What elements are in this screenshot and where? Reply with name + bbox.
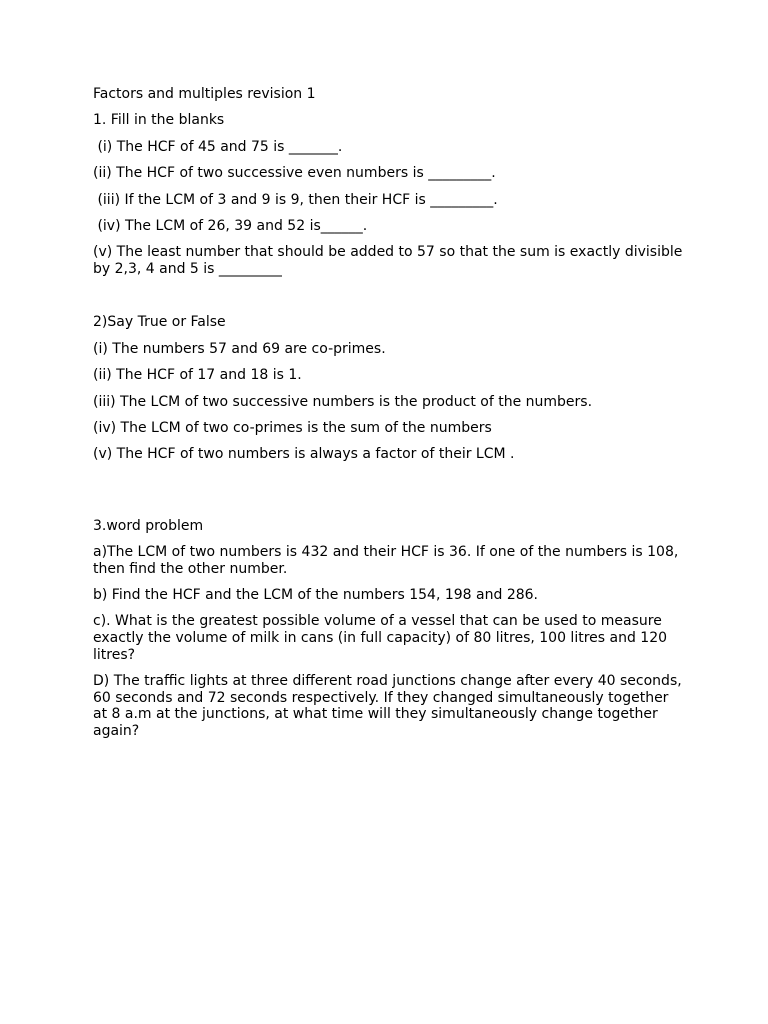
section1-heading: 1. Fill in the blanks xyxy=(93,112,225,129)
true-false-item: (iii) The LCM of two successive numbers is the product of the numbers. xyxy=(93,393,593,410)
fill-blank-item: (v) The least number that should be added to 57 so that the sum is exactly divisible by 2,3, 4 and 5 is _________ xyxy=(93,244,687,277)
fill-blank-item: (ii) The HCF of two successive even numbers is _________. xyxy=(93,165,496,182)
section-spacer xyxy=(93,473,683,518)
word-problem-item: D) The traffic lights at three different road junctions change after every 40 seconds, 60 seconds and 72 seconds respectively. If they changed simultaneously together at 8 a.m at the junctions, at what time will they simultaneously change together again? xyxy=(93,673,687,739)
true-false-item: (v) The HCF of two numbers is always a factor of their LCM . xyxy=(93,446,515,463)
section2-heading: 2)Say True or False xyxy=(93,314,226,331)
fill-blank-item: (i) The HCF of 45 and 75 is _______. xyxy=(93,138,343,155)
section3-heading: 3.word problem xyxy=(93,517,204,534)
word-problem-item: a)The LCM of two numbers is 432 and their HCF is 36. If one of the numbers is 108, then find the other number. xyxy=(93,544,683,577)
document-page xyxy=(93,86,687,749)
word-problem-item: b) Find the HCF and the LCM of the numbers 154, 198 and 286. xyxy=(93,587,538,604)
document-title: Factors and multiples revision 1 xyxy=(93,86,316,102)
true-false-item: (i) The numbers 57 and 69 are co-primes. xyxy=(93,340,386,357)
fill-blank-item: (iv) The LCM of 26, 39 and 52 is______. xyxy=(93,217,368,234)
section-spacer xyxy=(93,287,683,314)
fill-blank-item: (iii) If the LCM of 3 and 9 is 9, then their HCF is _________. xyxy=(93,191,498,208)
true-false-item: (ii) The HCF of 17 and 18 is 1. xyxy=(93,367,302,384)
word-problem-item: c). What is the greatest possible volume of a vessel that can be used to measure exactly the volume of milk in cans (in full capacity) of 80 litres, 100 litres and 120 litres? xyxy=(93,613,672,663)
true-false-item: (iv) The LCM of two co-primes is the sum of the numbers xyxy=(93,419,492,436)
